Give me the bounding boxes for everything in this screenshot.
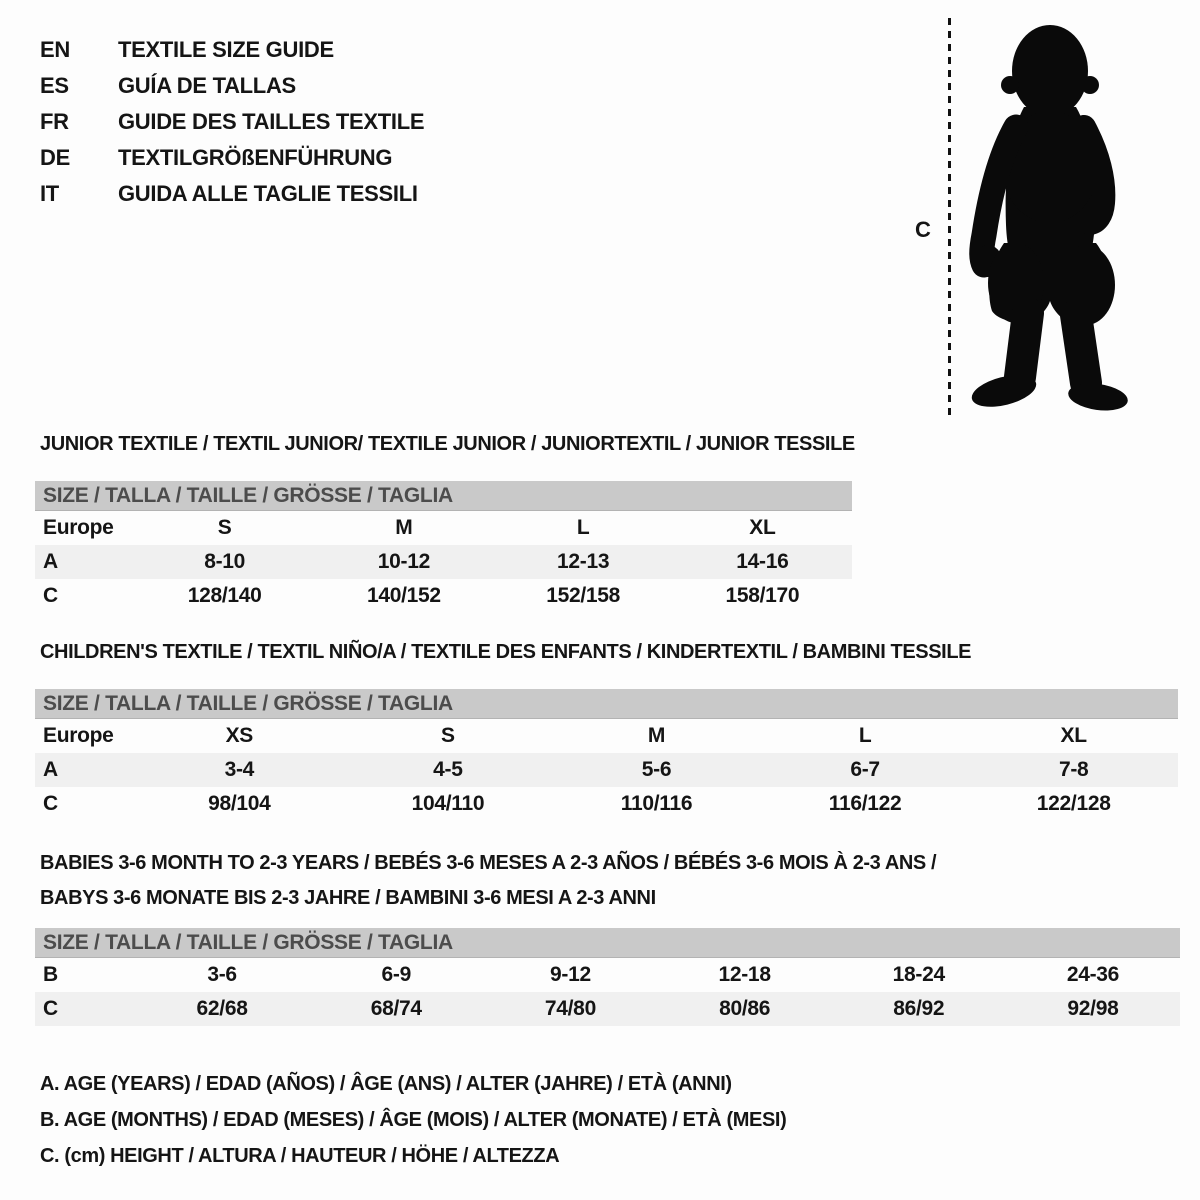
size-value-cell: 10-12 (377, 550, 430, 573)
size-value-cell: L (576, 516, 590, 539)
size-value-cell: 74/80 (544, 997, 596, 1020)
table-row (35, 992, 1180, 1026)
junior-size-table (35, 481, 852, 613)
size-header-bar: SIZE / TALLA / TAILLE / GRÖSSE / TAGLIA (35, 689, 1178, 719)
table-row (35, 545, 852, 579)
size-value-cell: 4-5 (433, 758, 463, 781)
size-value-cell: 14-16 (736, 550, 789, 573)
toddler-silhouette-icon (964, 15, 1136, 413)
size-value-cell: XL (1060, 724, 1087, 747)
row-label: A (43, 758, 58, 781)
row-label: A (43, 550, 58, 573)
guide-title-it: GUIDA ALLE TAGLIE TESSILI (118, 181, 418, 206)
language-code: ES (40, 73, 69, 98)
row-label: C (43, 584, 58, 607)
size-value-cell: 5-6 (641, 758, 672, 781)
table-row (35, 579, 852, 613)
size-value-cell: M (647, 724, 666, 747)
size-value-cell: 62/68 (196, 997, 248, 1020)
legend-age-months: B. AGE (MONTHS) / EDAD (MESES) / ÂGE (MOIS) / ALTER (MONATE) / ETÀ (MESI) (40, 1108, 787, 1131)
size-value-cell: 12-18 (718, 963, 771, 986)
row-label: B (43, 963, 58, 986)
junior-section-title: JUNIOR TEXTILE / TEXTIL JUNIOR/ TEXTILE JUNIOR / JUNIORTEXTIL / JUNIOR TESSILE (40, 433, 855, 455)
children-section-title: CHILDREN'S TEXTILE / TEXTIL NIÑO/A / TEXTILE DES ENFANTS / KINDERTEXTIL / BAMBINI TESSILE (40, 641, 972, 663)
language-row-es (40, 68, 424, 104)
size-value-cell: 128/140 (187, 584, 262, 607)
babies-title-line2: BABYS 3-6 MONATE BIS 2-3 JAHRE / BAMBINI 3-6 MESI A 2-3 ANNI (40, 887, 656, 909)
size-value-cell: 3-4 (224, 758, 255, 781)
size-value-cell: 110/116 (620, 792, 693, 815)
babies-size-table (35, 928, 1180, 1026)
table-row (35, 719, 1178, 753)
language-code: IT (40, 181, 59, 206)
guide-title-fr: GUIDE DES TAILLES TEXTILE (118, 109, 425, 134)
table-row (35, 753, 1178, 787)
size-value-cell: 152/158 (546, 584, 621, 607)
size-value-cell: 68/74 (370, 997, 422, 1020)
guide-title-es: GUÍA DE TALLAS (118, 73, 296, 98)
language-code: FR (40, 109, 69, 134)
babies-title-line1: BABIES 3-6 MONTH TO 2-3 YEARS / BEBÉS 3-6 MESES A 2-3 AÑOS / BÉBÉS 3-6 MOIS À 2-3 ANS / (40, 852, 937, 874)
size-value-cell: S (217, 516, 232, 539)
size-value-cell: 8-10 (204, 550, 246, 573)
size-value-cell: 80/86 (719, 997, 771, 1020)
height-measure-label: C (915, 217, 931, 242)
size-value-cell: 122/128 (1036, 792, 1111, 815)
size-value-cell: 3-6 (207, 963, 237, 986)
size-header-bar: SIZE / TALLA / TAILLE / GRÖSSE / TAGLIA (35, 481, 852, 511)
size-value-cell: 98/104 (208, 792, 271, 815)
legend-age-years: A. AGE (YEARS) / EDAD (AÑOS) / ÂGE (ANS) / ALTER (JAHRE) / ETÀ (ANNI) (40, 1072, 732, 1095)
height-dashed-line (948, 18, 951, 416)
size-value-cell: 18-24 (892, 963, 945, 986)
size-value-cell: M (395, 516, 413, 539)
babies-section-title (40, 846, 936, 916)
language-row-de (40, 140, 424, 176)
language-title-list (40, 32, 424, 212)
size-value-cell: 7-8 (1058, 758, 1089, 781)
row-label: Europe (43, 516, 114, 539)
table-row (35, 958, 1180, 992)
measure-legend (40, 1066, 786, 1174)
size-value-cell: XL (749, 516, 776, 539)
size-value-cell: 6-7 (850, 758, 880, 781)
size-value-cell: XS (225, 724, 253, 747)
legend-height-cm: C. (cm) HEIGHT / ALTURA / HAUTEUR / HÖHE / ALTEZZA (40, 1144, 560, 1167)
size-value-cell: 6-9 (381, 963, 411, 986)
size-value-cell: 140/152 (366, 584, 441, 607)
size-value-cell: 86/92 (893, 997, 945, 1020)
size-value-cell: 12-13 (557, 550, 610, 573)
size-value-cell: 116/122 (828, 792, 902, 815)
size-value-cell: S (441, 724, 455, 747)
language-row-en (40, 32, 424, 68)
size-value-cell: 104/110 (411, 792, 485, 815)
table-row (35, 787, 1178, 821)
table-row (35, 511, 852, 545)
language-row-it (40, 176, 424, 212)
language-code: EN (40, 37, 70, 62)
size-value-cell: 9-12 (550, 963, 591, 986)
guide-title-en: TEXTILE SIZE GUIDE (118, 37, 334, 62)
size-value-cell: 92/98 (1067, 997, 1119, 1020)
row-label: Europe (43, 724, 114, 747)
size-value-cell: L (858, 724, 872, 747)
size-value-cell: 158/170 (725, 584, 800, 607)
row-label: C (43, 792, 58, 815)
children-size-table (35, 689, 1178, 821)
language-code: DE (40, 145, 70, 170)
size-header-bar: SIZE / TALLA / TAILLE / GRÖSSE / TAGLIA (35, 928, 1180, 958)
size-value-cell: 24-36 (1066, 963, 1120, 986)
row-label: C (43, 997, 58, 1020)
guide-title-de: TEXTILGRÖßENFÜHRUNG (118, 145, 393, 170)
language-row-fr (40, 104, 424, 140)
